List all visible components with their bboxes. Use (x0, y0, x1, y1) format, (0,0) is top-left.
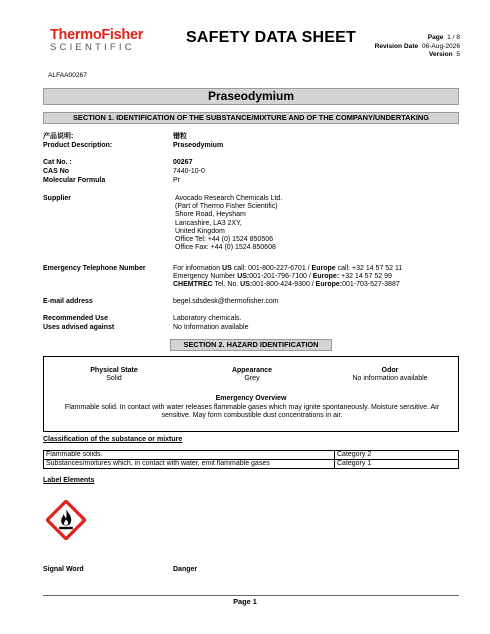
supplier-line: (Part of Thermo Fisher Scientific) (175, 203, 278, 211)
emergency-phone-values (173, 265, 473, 290)
formula-label: Molecular Formula (43, 177, 106, 184)
signal-word-label: Signal Word (43, 566, 84, 573)
table-row (44, 460, 459, 469)
hazard-class-cell: Substances/mixtures which, in contact with water, emit flammable gases (44, 460, 335, 469)
page-label: Page (427, 34, 444, 41)
document-meta (375, 34, 460, 60)
cas-no-label: CAS No (43, 168, 70, 175)
product-description-value: Praseodymium (173, 142, 224, 149)
supplier-label: Supplier (43, 195, 72, 202)
product-name-banner: Praseodymium (43, 88, 459, 105)
appearance-value: Grey (244, 375, 260, 383)
supplier-line: United Kingdom (175, 227, 225, 235)
supplier-line: Shore Road, Heysham (175, 211, 246, 219)
uses-advised-against-value: No Information available (173, 324, 249, 331)
email-label: E-mail address (43, 298, 93, 305)
physical-state-label: Physical State (90, 367, 138, 374)
supplier-address (173, 195, 473, 252)
uses-advised-against-label: Uses advised against (43, 324, 115, 331)
supplier-line: Office Tel: +44 (0) 1524 850506 (175, 236, 274, 244)
odor-label: Odor (381, 367, 399, 374)
appearance (182, 367, 322, 383)
company-logo (50, 27, 150, 54)
emergency-overview-label: Emergency Overview (215, 395, 287, 402)
physical-state (44, 367, 184, 383)
signal-word-value: Danger (173, 566, 198, 573)
appearance-label: Appearance (231, 367, 273, 374)
cjk-product-label: 产品说明: (43, 133, 74, 140)
revision-label: Revision Date (374, 42, 419, 50)
section-1-heading: SECTION 1. IDENTIFICATION OF THE SUBSTANCE/MIXTURE AND OF THE COMPANY/UNDERTAKING (43, 112, 459, 124)
cas-no-value: 7440-10-0 (173, 168, 205, 175)
logo-tagline: SCIENTIFIC (50, 41, 135, 53)
label-elements-heading: Label Elements (43, 477, 95, 484)
odor-value: No information available (352, 375, 428, 383)
footer-divider (43, 595, 459, 596)
email-value: begel.sdsdesk@thermofisher.com (173, 298, 279, 305)
logo-wordmark: ThermoFisher (50, 27, 144, 43)
cjk-product-value: 镨粒 (173, 133, 187, 140)
revision-value: 06-Aug-2026 (421, 42, 460, 50)
recommended-use-label: Recommended Use (43, 315, 108, 322)
emergency-line-number: Emergency Number US:001-201-796-7100 / Europe: +32 14 57 52 99 (173, 273, 392, 281)
emergency-overview-text: Flammable solid. In contact with water releases flammable gases which may ignite spontaneously. Moisture sensitive. Air sensitive. May form combustible dust concentrations in air. (64, 404, 440, 420)
cat-no-label: Cat No. : (43, 159, 72, 166)
emergency-phone-label: Emergency Telephone Number (43, 265, 146, 272)
supplier-line: Avocado Research Chemicals Ltd. (175, 195, 283, 202)
page-value: 1 / 8 (447, 34, 460, 41)
table-row (44, 451, 459, 460)
emergency-line-chemtrec: CHEMTREC Tel. No. US:001-800-424-9300 / Europe:001-703-527-3887 (173, 281, 400, 289)
physical-state-value: Solid (106, 375, 122, 383)
classification-table (43, 450, 459, 469)
emergency-line-info: For information US call: 001-800-227-6701 / Europe call: +32 14 57 52 11 (173, 265, 403, 272)
odor (320, 367, 460, 383)
supplier-line: Office Fax: +44 (0) 1524 850608 (175, 244, 276, 252)
recommended-use-value: Laboratory chemicals. (173, 315, 242, 322)
version-label: Version (428, 51, 453, 58)
product-description-label: Product Description: (43, 142, 113, 149)
product-code: ALFAA00267 (48, 72, 87, 79)
footer-page-number: Page 1 (233, 597, 257, 606)
cat-no-value: 00267 (173, 159, 193, 166)
hazard-category-cell: Category 1 (335, 460, 459, 469)
document-title: SAFETY DATA SHEET (186, 29, 356, 46)
supplier-line: Lancashire, LA3 2XY, (175, 219, 242, 227)
flame-pictogram-icon (46, 500, 86, 540)
hazard-summary-box (43, 356, 459, 432)
hazard-category-cell: Category 2 (335, 451, 459, 460)
classification-heading: Classification of the substance or mixture (43, 436, 183, 443)
formula-value: Pr (173, 177, 180, 184)
section-2-heading: SECTION 2. HAZARD IDENTIFICATION (170, 339, 332, 351)
version-value: 5 (456, 51, 460, 58)
hazard-class-cell: Flammable solids. (44, 451, 335, 460)
